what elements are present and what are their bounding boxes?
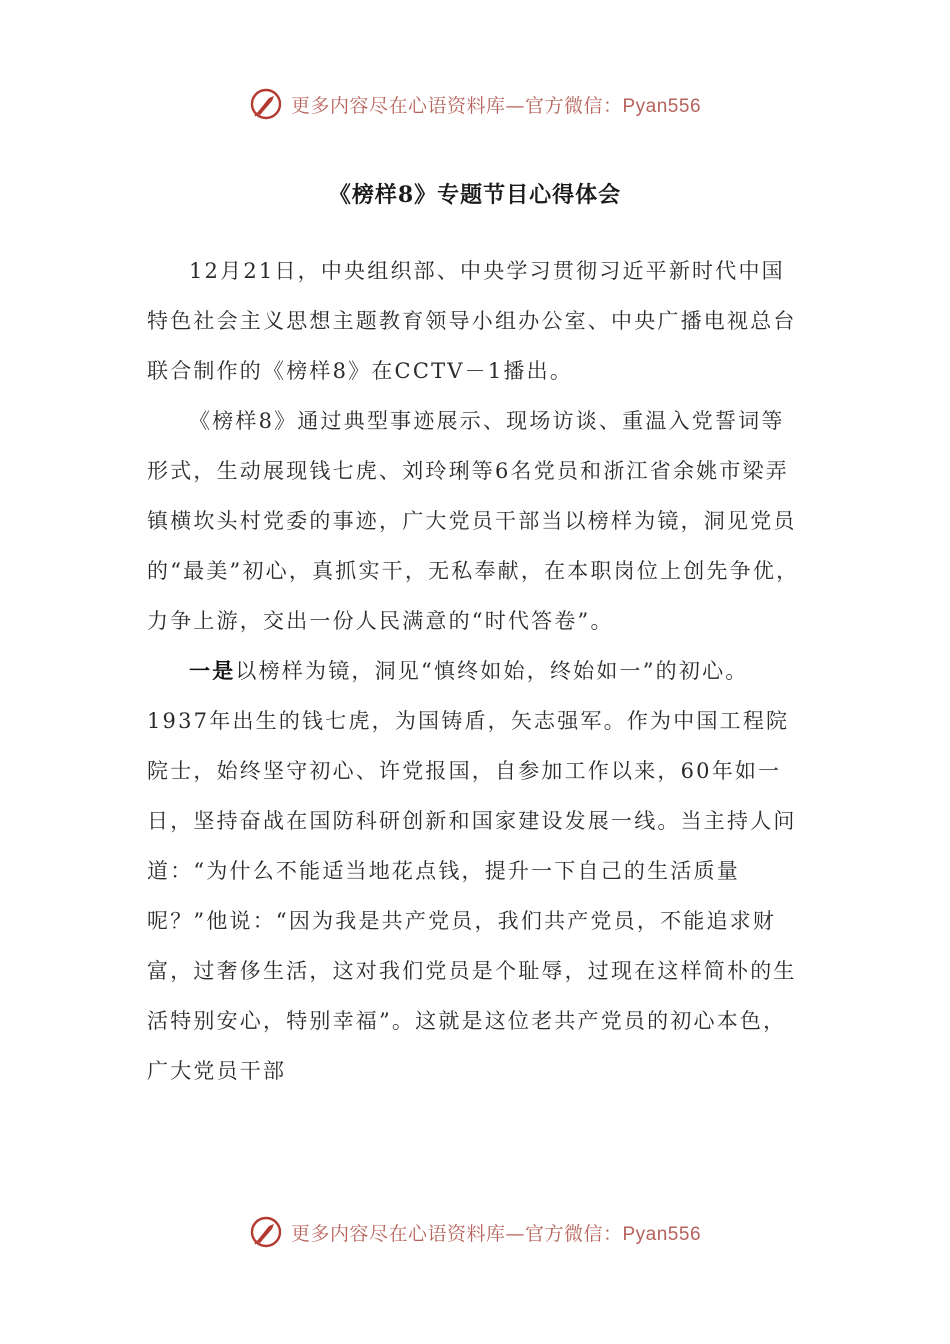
banner-wechat-id: Pyan556: [622, 1223, 702, 1245]
banner-text: 更多内容尽在心语资料库—官方微信：Pyan556: [290, 1222, 702, 1245]
footer-banner: [0, 1212, 950, 1252]
paragraph-3: [147, 646, 807, 1096]
pen-nib-logo-icon: [249, 1215, 283, 1249]
pen-nib-logo-icon: [249, 87, 283, 121]
paragraph-text: 以榜样为镜，洞见“慎终如始，终始如一”的初心。1937年出生的钱七虎，为国铸盾，矢志强军。作为中国工程院院士，始终坚守初心、许党报国，自参加工作以来，60年如一日，坚持奋战在国防科研创新和国家建设发展一线。当主持人问道：“为什么不能适当地花点钱，提升一下自己的生活质量呢？”他说：“因为我是共产党员，我们共产党员，不能追求财富，过奢侈生活，这对我们党员是个耻辱，过现在这样简朴的生活特别安心，特别幸福”。这就是这位老共产党员的初心本色，广大党员干部: [147, 659, 797, 1083]
paragraph-text: 12月21日，中央组织部、中央学习贯彻习近平新时代中国特色社会主义思想主题教育领导小组办公室、中央广播电视总台联合制作的《榜样8》在CCTV－1播出。: [147, 259, 797, 383]
document-title: 《榜样8》专题节目心得体会: [328, 182, 622, 208]
banner-wechat-id: Pyan556: [622, 95, 702, 117]
paragraph-2: [147, 396, 807, 646]
banner-text: 更多内容尽在心语资料库—官方微信：Pyan556: [290, 94, 702, 117]
paragraph-1: [147, 246, 807, 396]
paragraph-lead: 一是: [189, 658, 236, 683]
paragraph-text: 《榜样8》通过典型事迹展示、现场访谈、重温入党誓词等形式，生动展现钱七虎、刘玲琍等6名党员和浙江省余姚市梁弄镇横坎头村党委的事迹，广大党员干部当以榜样为镜，洞见党员的“最美”初心，真抓实干，无私奉献，在本职岗位上创先争优，力争上游，交出一份人民满意的“时代答卷”。: [147, 409, 800, 633]
document-body: [147, 246, 807, 1096]
header-banner: [0, 84, 950, 124]
